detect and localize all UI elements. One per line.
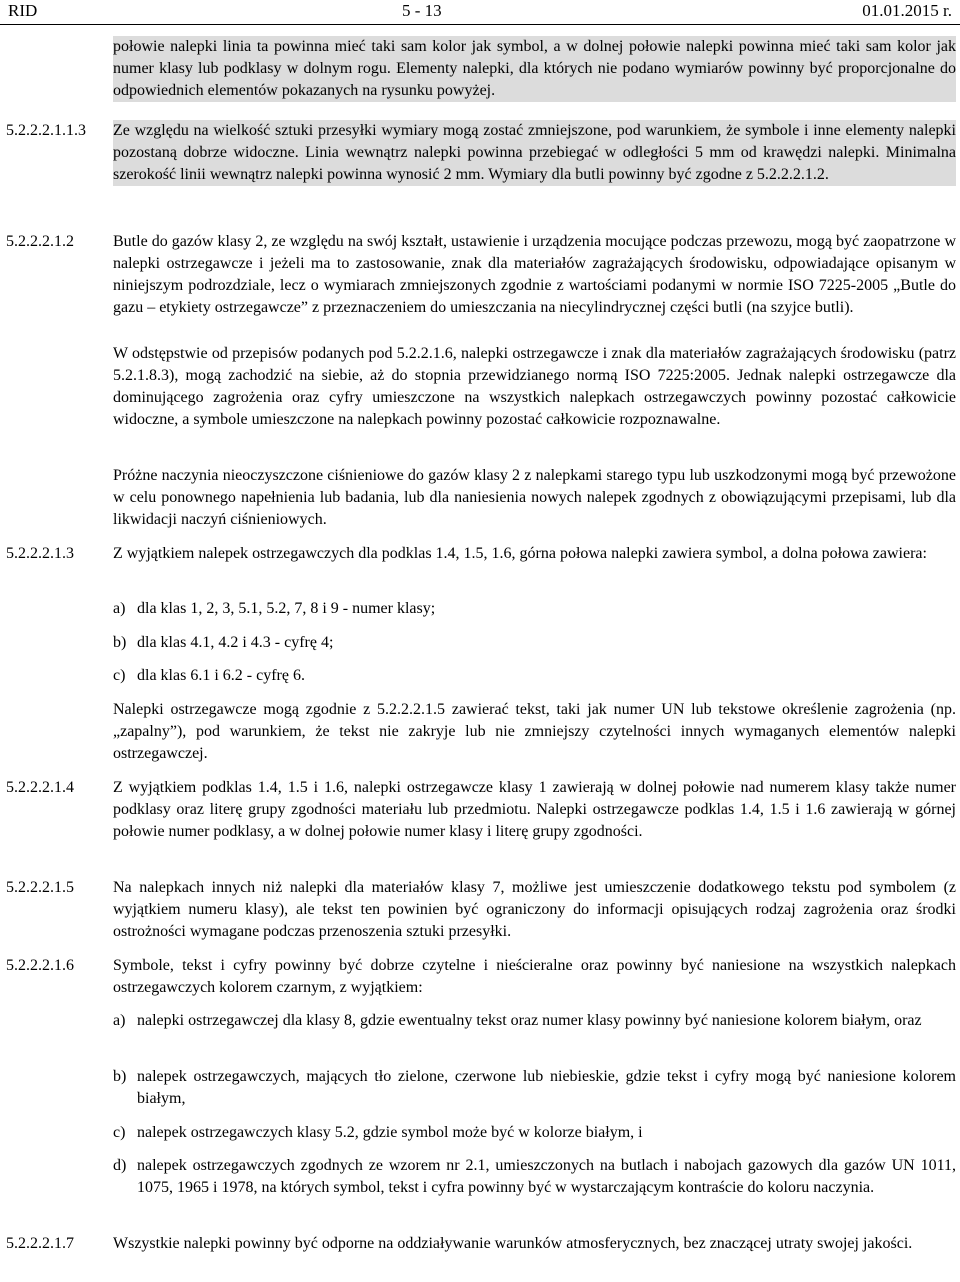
list-item bbox=[113, 632, 956, 654]
section-13-paragraph-2: Nalepki ostrzegawcze mogą zgodnie z 5.2.2.2.1.5 zawierać tekst, taki jak numer UN lub tekstowe określenie zagrożenia (np. „zapalny”), pod warunkiem, że tekst nie zakryje lub nie zmniejszy czytelności innych wymaganych elementów nalepki ostrzegawczej. bbox=[113, 701, 956, 762]
list-item-text: nalepek ostrzegawczych klasy 5.2, gdzie symbol może być w kolorze białym, i bbox=[137, 1124, 643, 1141]
list-item bbox=[113, 665, 956, 687]
list-item bbox=[113, 1066, 956, 1110]
section-13-paragraph-1: Z wyjątkiem nalepek ostrzegawczych dla podklas 1.4, 1.5, 1.6, górna połowa nalepki zawiera symbol, a dolna połowa zawiera: bbox=[113, 545, 927, 562]
section-number-17: 5.2.2.2.1.7 bbox=[6, 1235, 74, 1252]
intro-paragraph: połowie nalepki linia ta powinna mieć taki sam kolor jak symbol, a w dolnej połowie nalepki powinna mieć taki sam kolor jak numer klasy lub podklasy w dolnym rogu. Elementy nalepki, dla których nie podano wymiarów powinny być proporcjonalne do odpowiednich elementów pokazanych na rysunku powyżej. bbox=[113, 36, 956, 102]
list-item bbox=[113, 1155, 956, 1199]
page-header bbox=[0, 0, 960, 24]
section-14-text: Z wyjątkiem podklas 1.4, 1.5 i 1.6, nalepki ostrzegawcze klasy 1 zawierają w dolnej połowie nad numerem klasy także numer podklasy oraz literę grupy zgodności materiału lub przedmiotu. Nalepki ostrzegawcze podklas 1.4, 1.5 i 1.6 zawierają w górnej połowie numer podklasy, a w dolnej połowie numer klasy i literę grupy zgodności. bbox=[113, 779, 956, 840]
list-item-text: dla klas 1, 2, 3, 5.1, 5.2, 7, 8 i 9 - numer klasy; bbox=[137, 600, 436, 617]
section-16-paragraph-1: Symbole, tekst i cyfry powinny być dobrze czytelne i nieścieralne oraz powinny być naniesione na wszystkich nalepkach ostrzegawczych kolorem czarnym, z wyjątkiem: bbox=[113, 957, 956, 996]
list-item-label: a) bbox=[113, 1012, 126, 1029]
list-item-label: b) bbox=[113, 634, 127, 651]
header-rule bbox=[0, 24, 960, 25]
section-17-text: Wszystkie nalepki powinny być odporne na oddziaływanie warunków atmosferycznych, bez znaczącej utraty swojej jakości. bbox=[113, 1235, 913, 1252]
list-item-label: c) bbox=[113, 1124, 126, 1141]
section-12-paragraph-1: Butle do gazów klasy 2, ze względu na swój kształt, ustawienie i urządzenia mocujące podczas przewozu, mogą być zaopatrzone w nalepki ostrzegawcze i jeżeli ma to zastosowanie, znak dla materiałów zagrażających środowisku, odpowiadające opisanym w niniejszym podrozdziale, lecz o wymiarach zmniejszonych zgodnie z wartościami podanymi w normie ISO 7225-2005 „Butle do gazu – etykiety ostrzegawcze” z przeznaczeniem do umieszczania na niecylindrycznej części butli (na szyjce butli). bbox=[113, 233, 956, 316]
list-item-label: c) bbox=[113, 667, 126, 684]
section-12-paragraph-2: W odstępstwie od przepisów podanych pod 5.2.2.1.6, nalepki ostrzegawcze i znak dla materiałów zagrażających środowisku (patrz 5.2.1.8.3), mogą zachodzić na siebie, aż do stopnia przewidzianego normą ISO 7225:2005. Jednak nalepki ostrzegawcze dla dominującego zagrożenia oraz cyfry umieszczone na wszystkich nalepkach ostrzegawczych powinny pozostać całkowicie widoczne, a symbole umieszczone na nalepkach powinny pozostać całkowicie rozpoznawalne. bbox=[113, 345, 956, 428]
section-15-text: Na nalepkach innych niż nalepki dla materiałów klasy 7, możliwe jest umieszczenie dodatkowego tekstu pod symbolem (z wyjątkiem numeru klasy), ale tekst ten powinien być ograniczony do informacji opisujących rodzaj zagrożenia oraz środki ostrożności wymagane podczas przenoszenia sztuki przesyłki. bbox=[113, 879, 956, 940]
section-1113-text: Ze względu na wielkość sztuki przesyłki wymiary mogą zostać zmniejszone, pod warunkiem, że symbole i inne elementy nalepki pozostaną dobrze widoczne. Linia wewnątrz nalepki powinna przebiegać w odległości 5 mm od krawędzi nalepki. Minimalna szerokość linii wewnątrz nalepki powinna wynosić 2 mm. Wymiary dla butli powinny być zgodne z 5.2.2.2.1.2. bbox=[113, 120, 956, 186]
list-item bbox=[113, 598, 956, 620]
list-item-label: a) bbox=[113, 600, 126, 617]
list-item-label: d) bbox=[113, 1157, 127, 1174]
list-item-label: b) bbox=[113, 1068, 127, 1085]
list-item bbox=[113, 1010, 956, 1032]
list-item-text: dla klas 4.1, 4.2 i 4.3 - cyfrę 4; bbox=[137, 634, 334, 651]
section-number-1113: 5.2.2.2.1.1.3 bbox=[6, 122, 86, 139]
section-number-15: 5.2.2.2.1.5 bbox=[6, 879, 74, 896]
list-item bbox=[113, 1122, 956, 1144]
list-item-text: nalepek ostrzegawczych, mających tło zielone, czerwone lub niebieskie, gdzie tekst i cyfry mogą być naniesione kolorem białym, bbox=[137, 1068, 956, 1107]
header-date: 01.01.2015 r. bbox=[862, 1, 952, 20]
header-document-name: RID bbox=[8, 1, 38, 20]
section-number-16: 5.2.2.2.1.6 bbox=[6, 957, 74, 974]
section-12-paragraph-3: Próżne naczynia nieoczyszczone ciśnieniowe do gazów klasy 2 z nalepkami starego typu lub uszkodzonymi mogą być przewożone w celu ponownego napełnienia lub badania, lub dla naniesienia nowych nalepek zgodnych z obowiązującymi przepisami, lub dla likwidacji naczyń ciśnieniowych. bbox=[113, 467, 956, 528]
section-number-14: 5.2.2.2.1.4 bbox=[6, 779, 74, 796]
header-page-number: 5 - 13 bbox=[402, 1, 442, 20]
section-number-13: 5.2.2.2.1.3 bbox=[6, 545, 74, 562]
list-item-text: dla klas 6.1 i 6.2 - cyfrę 6. bbox=[137, 667, 305, 684]
list-item-text: nalepki ostrzegawczej dla klasy 8, gdzie ewentualny tekst oraz numer klasy powinny być naniesione kolorem białym, oraz bbox=[137, 1012, 922, 1029]
list-item-text: nalepek ostrzegawczych zgodnych ze wzorem nr 2.1, umieszczonych na butlach i nabojach gazowych dla gazów UN 1011, 1075, 1965 i 1978, na których symbol, tekst i cyfra powinny być w wystarczającym kontraście do koloru naczynia. bbox=[137, 1157, 956, 1196]
section-number-12: 5.2.2.2.1.2 bbox=[6, 233, 74, 250]
